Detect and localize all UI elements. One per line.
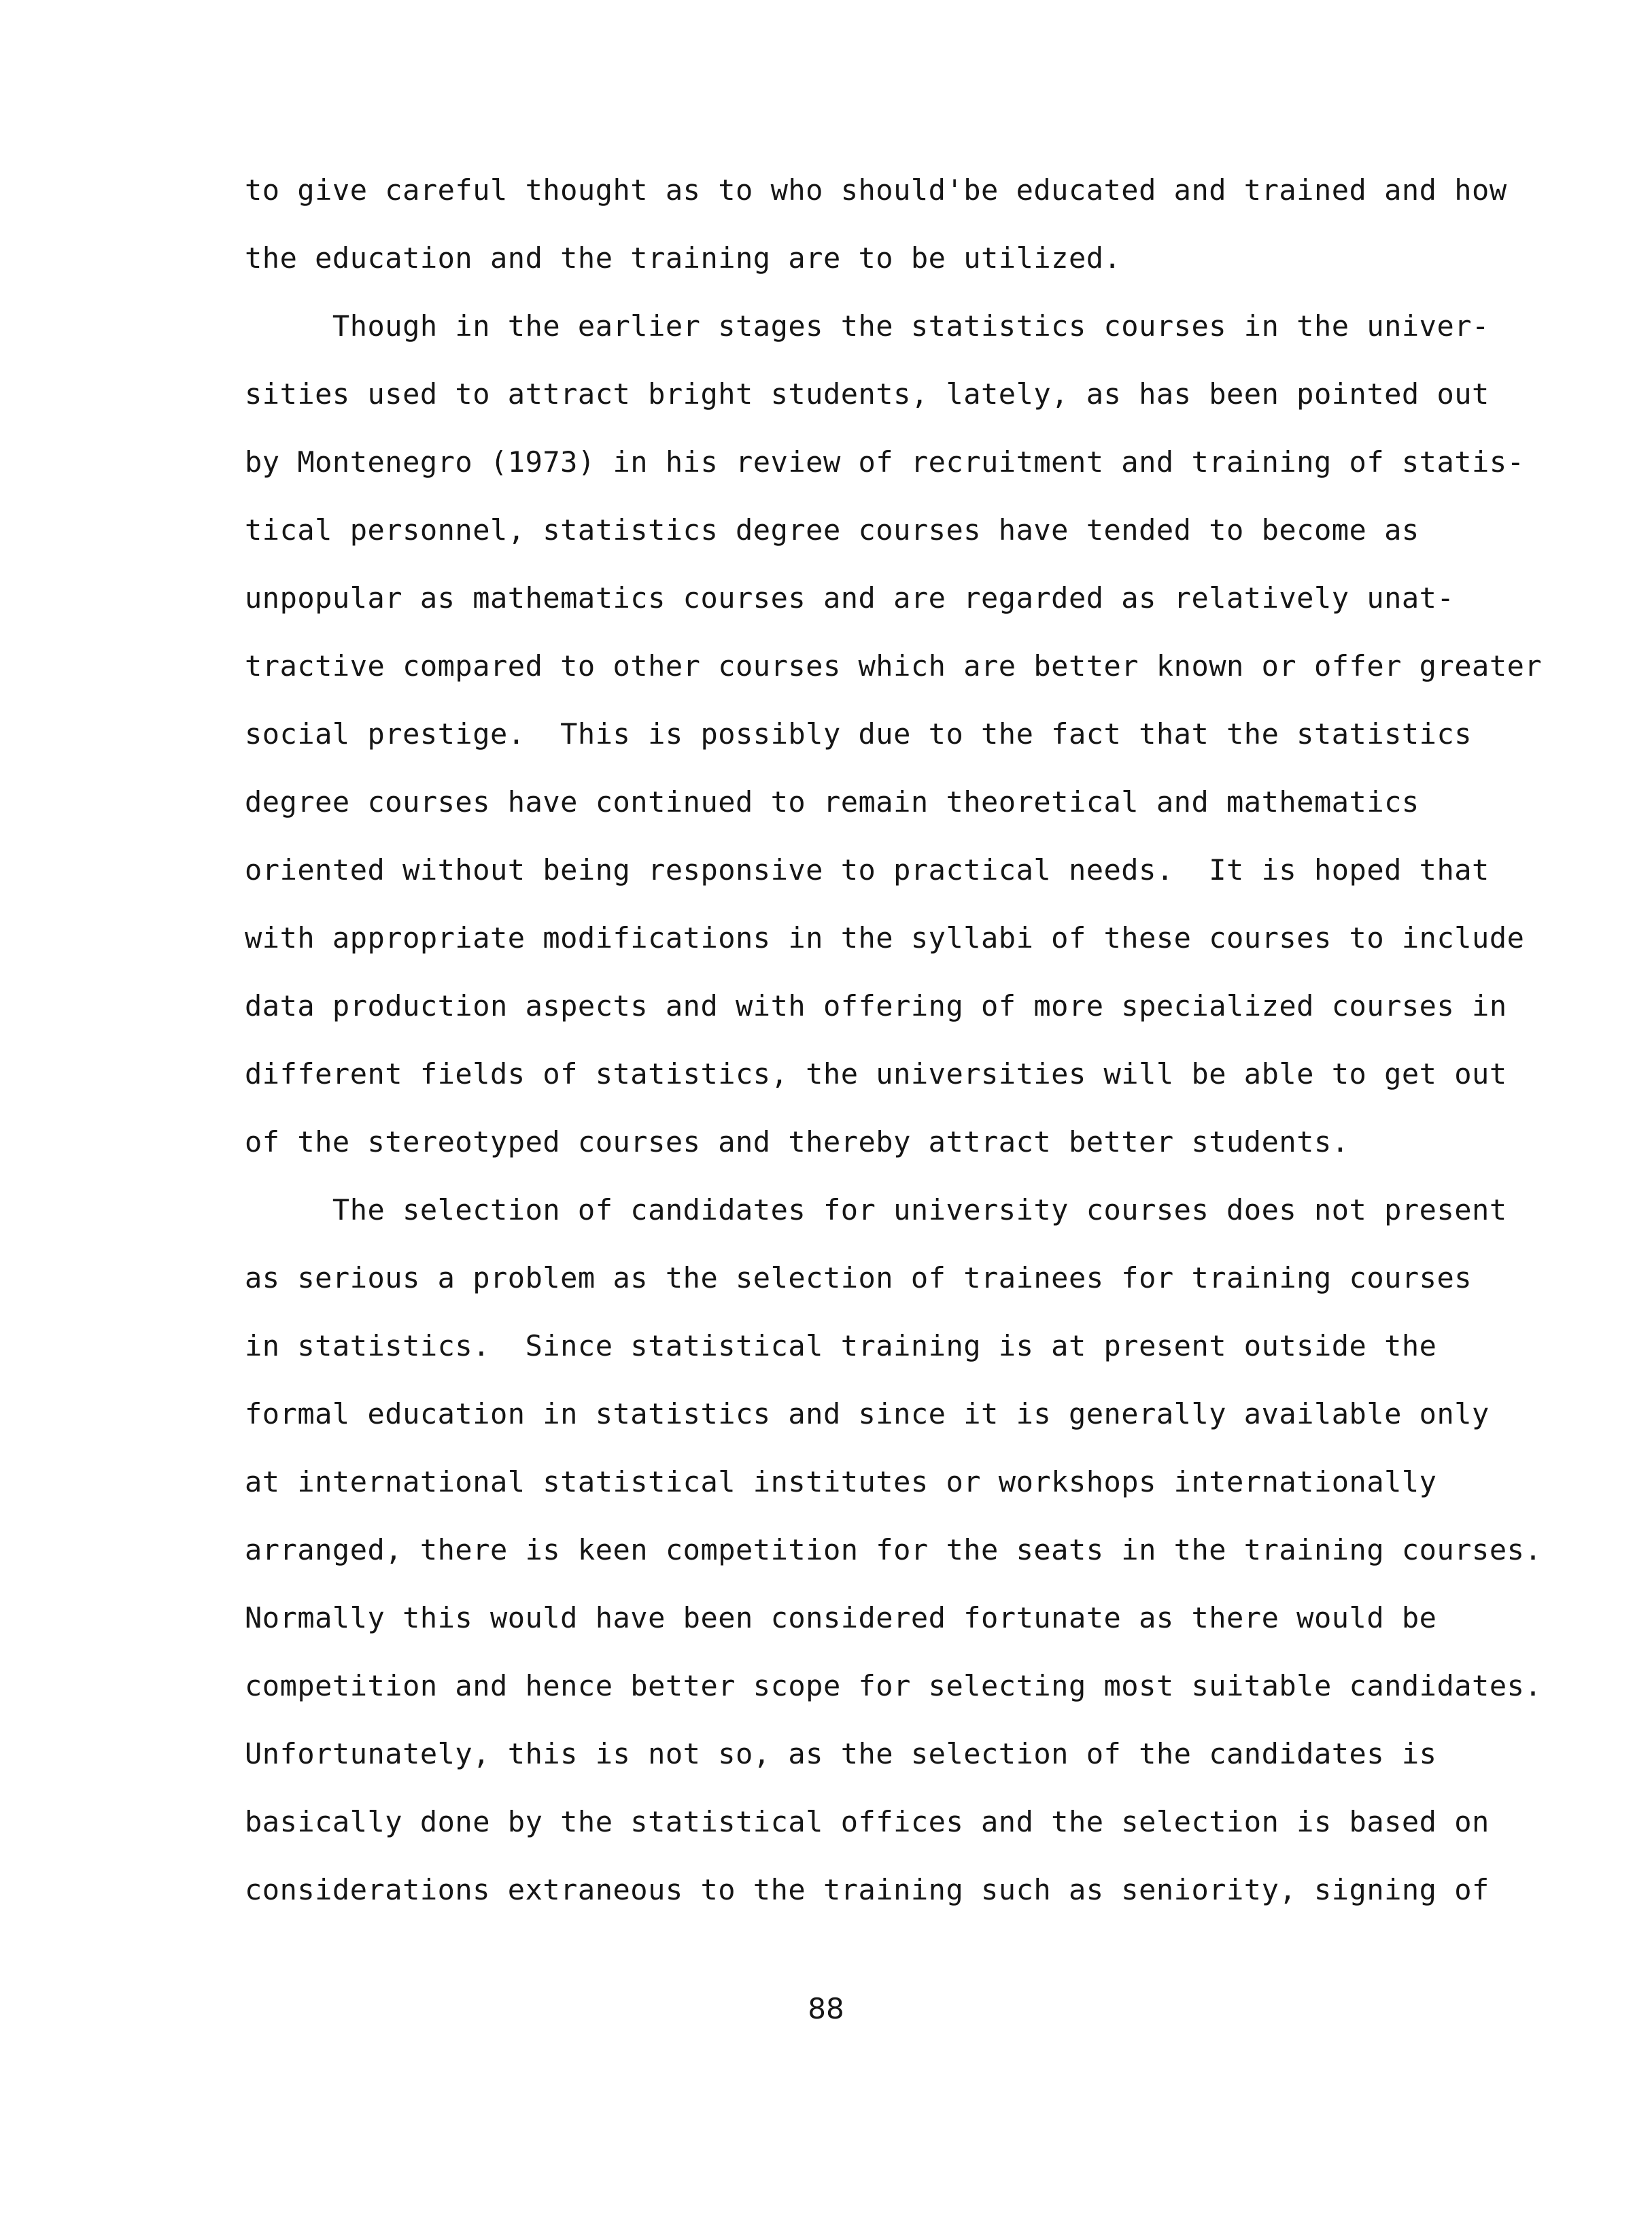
text-line: to give careful thought as to who should'be educated and trained and how — [245, 173, 1507, 207]
text-line: data production aspects and with offering of more specialized courses in — [245, 989, 1507, 1023]
text-line: basically done by the statistical offices and the selection is based on — [245, 1805, 1490, 1838]
text-line: by Montenegro (1973) in his review of recruitment and training of statis- — [245, 445, 1525, 479]
text-line: degree courses have continued to remain theoretical and mathematics — [245, 785, 1419, 819]
text-line: the education and the training are to be utilized. — [245, 241, 1122, 275]
text-line: formal education in statistics and since it is generally available only — [245, 1397, 1490, 1430]
text-line: Though in the earlier stages the statistics courses in the univer- — [245, 309, 1490, 343]
text-line: tical personnel, statistics degree courses have tended to become as — [245, 513, 1419, 547]
text-line: with appropriate modifications in the syllabi of these courses to include — [245, 921, 1525, 955]
body-text — [245, 163, 1543, 1931]
text-line: sities used to attract bright students, lately, as has been pointed out — [245, 377, 1490, 411]
text-line: different fields of statistics, the universities will be able to get out — [245, 1057, 1507, 1091]
text-line: social prestige. This is possibly due to the fact that the statistics — [245, 717, 1473, 751]
text-line: unpopular as mathematics courses and are regarded as relatively unat- — [245, 581, 1455, 615]
text-line: The selection of candidates for university courses does not present — [245, 1193, 1507, 1226]
text-line: arranged, there is keen competition for the seats in the training courses. — [245, 1533, 1543, 1566]
text-line: considerations extraneous to the training such as seniority, signing of — [245, 1873, 1490, 1906]
text-line: competition and hence better scope for selecting most suitable candidates. — [245, 1669, 1543, 1702]
text-line: as serious a problem as the selection of trainees for training courses — [245, 1261, 1473, 1294]
text-line: oriented without being responsive to practical needs. It is hoped that — [245, 853, 1490, 887]
page-number: 88 — [808, 1992, 844, 2025]
text-line: of the stereotyped courses and thereby attract better students. — [245, 1125, 1349, 1158]
text-line: in statistics. Since statistical training is at present outside the — [245, 1329, 1437, 1362]
text-line: Unfortunately, this is not so, as the selection of the candidates is — [245, 1737, 1437, 1770]
text-line: Normally this would have been considered fortunate as there would be — [245, 1601, 1437, 1634]
text-line: tractive compared to other courses which are better known or offer greater — [245, 649, 1543, 683]
text-line: at international statistical institutes or workshops internationally — [245, 1465, 1437, 1498]
